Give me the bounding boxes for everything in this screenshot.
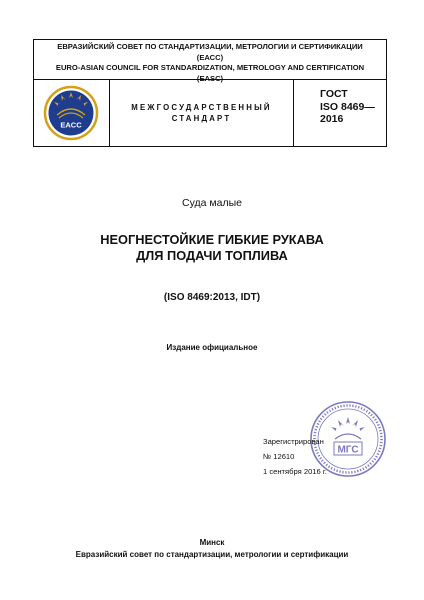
council-name-en: EURO-ASIAN COUNCIL FOR STANDARDIZATION, METROLOGY AND CERTIFICATION (55, 63, 365, 72)
footer-city: Минск (199, 538, 225, 547)
footer-organization: Евразийский совет по стандартизации, метрологии и сертификации (75, 549, 349, 559)
gost-code-line1: ГОСТ (320, 88, 348, 100)
registration-label: Зарегистрирован (263, 437, 324, 446)
gost-code (294, 80, 386, 146)
document-title-line1: НЕОГНЕСТОЙКИЕ ГИБКИЕ РУКАВА (100, 232, 324, 247)
eacc-logo (42, 85, 100, 141)
official-edition: Издание официальное (166, 343, 258, 352)
vessel-category: Суда малые (182, 197, 242, 209)
standard-type (110, 80, 294, 146)
iso-reference: (ISO 8469:2013, IDT) (163, 292, 261, 303)
logo-text: EACC (60, 120, 82, 130)
gost-code-line3: 2016 (320, 113, 344, 125)
document-title-line2: ДЛЯ ПОДАЧИ ТОПЛИВА (136, 248, 288, 263)
header-box (33, 39, 387, 147)
standard-type-line1: МЕЖГОСУДАРСТВЕННЫЙ (131, 103, 272, 112)
council-name-ru: ЕВРАЗИЙСКИЙ СОВЕТ ПО СТАНДАРТИЗАЦИИ, МЕТРОЛОГИИ И СЕРТИФИКАЦИИ (57, 42, 363, 51)
council-abbr-ru: (ЕАСС) (196, 52, 224, 62)
stamp-text: МГС (337, 444, 359, 456)
registration-number: № 12610 (263, 452, 295, 461)
gost-code-line2: ISO 8469— (320, 100, 375, 113)
council-name (34, 40, 386, 83)
registration-block (263, 434, 327, 479)
logo-cell (34, 80, 110, 146)
registration-date: 1 сентября 2016 г. (263, 467, 327, 476)
footer (0, 537, 424, 560)
standard-type-line2: СТАНДАРТ (171, 114, 232, 123)
document-title (0, 232, 424, 264)
council-abbr-en: (EASC) (196, 73, 224, 83)
